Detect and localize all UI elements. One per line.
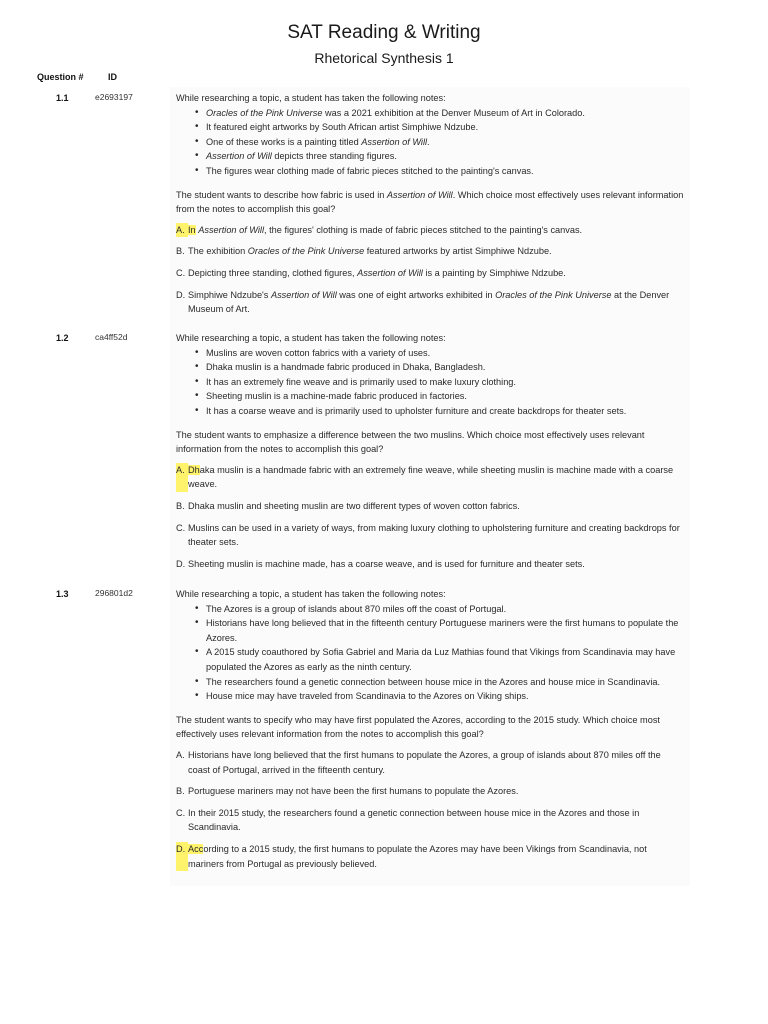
question-prompt (176, 188, 684, 217)
choice-segment: aka muslin is a handmade fabric with an extremely fine weave, while sheeting muslin is machine made with a coarse weave. (188, 464, 674, 490)
note-text: The Azores is a group of islands about 870 miles off the coast of Portugal. (206, 603, 507, 614)
choice-segment: Portuguese mariners may not have been the first humans to populate the Azores. (188, 786, 519, 797)
prompt-text: The student wants to specify who may have first populated the Azores, according to the 2015 study. Which choice most effectively uses relevant information from the notes to accomplish this goal? (176, 714, 660, 740)
answer-choice[interactable] (176, 784, 684, 799)
choice-segment: The exhibition (188, 246, 248, 257)
note-item (206, 404, 684, 419)
column-header-id: ID (108, 72, 117, 82)
choice-text (188, 223, 684, 238)
choice-segment: Sheeting muslin is machine made, has a coarse weave, and is used for furniture and theater sets. (188, 558, 585, 569)
page-subtitle: Rhetorical Synthesis 1 (314, 50, 454, 66)
choice-title: Assertion of Will (270, 289, 337, 300)
question-id: ca4ff52d (95, 332, 128, 342)
note-item (206, 389, 684, 404)
choice-text (188, 521, 684, 550)
choice-segment: Dhaka muslin and sheeting muslin are two different types of woven cotton fabrics. (188, 500, 520, 511)
note-text: . (427, 136, 430, 147)
choice-text (188, 557, 684, 572)
prompt-text: The student wants to describe how fabric is used in (176, 189, 387, 200)
choice-segment: Muslins can be used in a variety of ways, from making luxury clothing to upholstering furniture and creating backdrops for theater sets. (188, 522, 680, 548)
answer-choice[interactable] (176, 499, 684, 514)
note-text: depicts three standing figures. (271, 151, 397, 162)
answer-choice[interactable] (176, 806, 684, 835)
choice-segment: Simphiwe Ndzube's (188, 289, 271, 300)
note-text: Dhaka muslin is a handmade fabric produced in Dhaka, Bangladesh. (206, 362, 486, 373)
answer-choice[interactable] (176, 288, 684, 317)
choice-text (188, 244, 684, 259)
note-item (206, 602, 684, 617)
note-item (206, 164, 684, 179)
note-item (206, 106, 684, 121)
note-text: Muslins are woven cotton fabrics with a variety of uses. (206, 347, 431, 358)
note-text: It has a coarse weave and is primarily used to upholster furniture and create backdrops for theater sets. (206, 405, 627, 416)
notes-list (176, 106, 684, 179)
choice-text (188, 266, 684, 281)
choice-text (188, 463, 684, 492)
choice-segment: In their 2015 study, the researchers found a genetic connection between house mice in the Azores and those in Scandinavia. (188, 807, 640, 833)
question-card (170, 87, 690, 332)
choice-text (188, 806, 684, 835)
answer-choice[interactable] (176, 557, 684, 572)
note-item (206, 675, 684, 690)
choice-segment: featured artworks by artist Simphiwe Ndzube. (364, 246, 552, 257)
note-text: Sheeting muslin is a machine-made fabric produced in factories. (206, 391, 467, 402)
note-text: was a 2021 exhibition at the Denver Museum of Art in Colorado. (322, 107, 585, 118)
notes-intro: While researching a topic, a student has taken the following notes: (176, 333, 446, 343)
question-number: 1.3 (56, 589, 69, 599)
question-card (170, 583, 690, 886)
notes-intro: While researching a topic, a student has taken the following notes: (176, 93, 446, 103)
choice-text (188, 288, 684, 317)
prompt-text: The student wants to emphasize a difference between the two muslins. Which choice most effectively uses relevant information from the notes to accomplish this goal? (176, 429, 645, 455)
choice-title: Oracles of the Pink Universe (247, 246, 365, 257)
question-number: 1.1 (56, 93, 69, 103)
prompt-text: . Which choice most effectively uses relevant information from the notes to accomplish this goal? (176, 189, 684, 215)
answer-choice[interactable] (176, 521, 684, 550)
note-item (206, 149, 684, 164)
choice-text (188, 784, 684, 799)
notes-intro: While researching a topic, a student has taken the following notes: (176, 589, 446, 599)
question-prompt (176, 428, 684, 457)
choice-letter: D. (176, 558, 186, 569)
note-text: A 2015 study coauthored by Sofia Gabriel and Maria da Luz Mathias found that Vikings from Scandinavia may have populated the Azores as early as the ninth century. (206, 647, 676, 672)
note-item (206, 346, 684, 361)
question-id: e2693197 (95, 92, 133, 102)
choice-letter: A. (176, 463, 188, 492)
note-item (206, 375, 684, 390)
highlight-mark: Acc (188, 843, 204, 854)
choice-letter: D. (176, 842, 188, 871)
note-text: Historians have long believed that in the fifteenth century Portuguese mariners were the first humans to populate the Azores. (206, 618, 679, 643)
page-title: SAT Reading & Writing (287, 22, 481, 43)
answer-choice[interactable] (176, 463, 684, 492)
notes-list (176, 346, 684, 419)
choice-letter: C. (176, 807, 186, 818)
note-text: One of these works is a painting titled (206, 136, 362, 147)
notes-list (176, 602, 684, 704)
column-header-question: Question # (37, 72, 84, 82)
choice-letter: A. (176, 749, 185, 760)
question-id: 296801d2 (95, 588, 133, 598)
note-text: The figures wear clothing made of fabric pieces stitched to the painting's canvas. (206, 165, 534, 176)
choice-letter: A. (176, 223, 188, 238)
answer-choice[interactable] (176, 266, 684, 281)
choice-segment: at the Denver Museum of Art. (188, 289, 670, 315)
choice-segment: is a painting by Simphiwe Ndzube. (422, 267, 566, 278)
choice-segment: , the figures' clothing is made of fabric pieces stitched to the painting's canvas. (264, 224, 583, 235)
question-card (170, 327, 690, 586)
prompt-title: Assertion of Will (386, 189, 453, 200)
note-item (206, 689, 684, 704)
choice-letter: B. (176, 500, 185, 511)
choice-letter: C. (176, 522, 186, 533)
answer-choice[interactable] (176, 842, 684, 871)
answer-choice[interactable] (176, 223, 684, 238)
choice-segment: ording to a 2015 study, the first humans to populate the Azores may have been Vikings from Scandinavia, not mariners from Portugal as previously believed. (188, 843, 647, 869)
note-item (206, 360, 684, 375)
question-prompt (176, 713, 684, 742)
note-item (206, 645, 684, 674)
question-number: 1.2 (56, 333, 69, 343)
choice-segment: was one of eight artworks exhibited in (336, 289, 496, 300)
choice-segment: Historians have long believed that the first humans to populate the Azores, a group of islands about 870 miles off the coast of Portugal, arrived in the fifteenth century. (188, 749, 661, 775)
note-text: It has an extremely fine weave and is primarily used to make luxury clothing. (206, 376, 516, 387)
highlight-mark: Dh (188, 464, 200, 475)
choice-letter: C. (176, 267, 186, 278)
choice-letter: B. (176, 786, 185, 797)
note-text: House mice may have traveled from Scandinavia to the Azores on Viking ships. (206, 691, 529, 702)
note-title: Assertion of Will (206, 151, 272, 162)
answer-choice[interactable] (176, 244, 684, 259)
highlight-mark: In (188, 224, 196, 235)
note-item (206, 616, 684, 645)
choice-letter: D. (176, 289, 186, 300)
note-item (206, 120, 684, 135)
choice-title: Assertion of Will (198, 224, 265, 235)
answer-choice[interactable] (176, 748, 684, 777)
choice-title: Assertion of Will (357, 267, 423, 278)
choice-title: Oracles of the Pink Universe (495, 289, 612, 300)
choice-segment: Depicting three standing, clothed figures, (188, 267, 358, 278)
choice-letter: B. (176, 246, 185, 257)
choice-text (188, 748, 684, 777)
note-title: Assertion of Will (361, 136, 428, 147)
choice-text (188, 842, 684, 871)
note-item (206, 135, 684, 150)
note-text: It featured eight artworks by South African artist Simphiwe Ndzube. (206, 122, 479, 133)
choice-text (188, 499, 684, 514)
note-text: The researchers found a genetic connection between house mice in the Azores and house mice in Scandinavia. (206, 676, 661, 687)
note-title: Oracles of the Pink Universe (206, 107, 323, 118)
